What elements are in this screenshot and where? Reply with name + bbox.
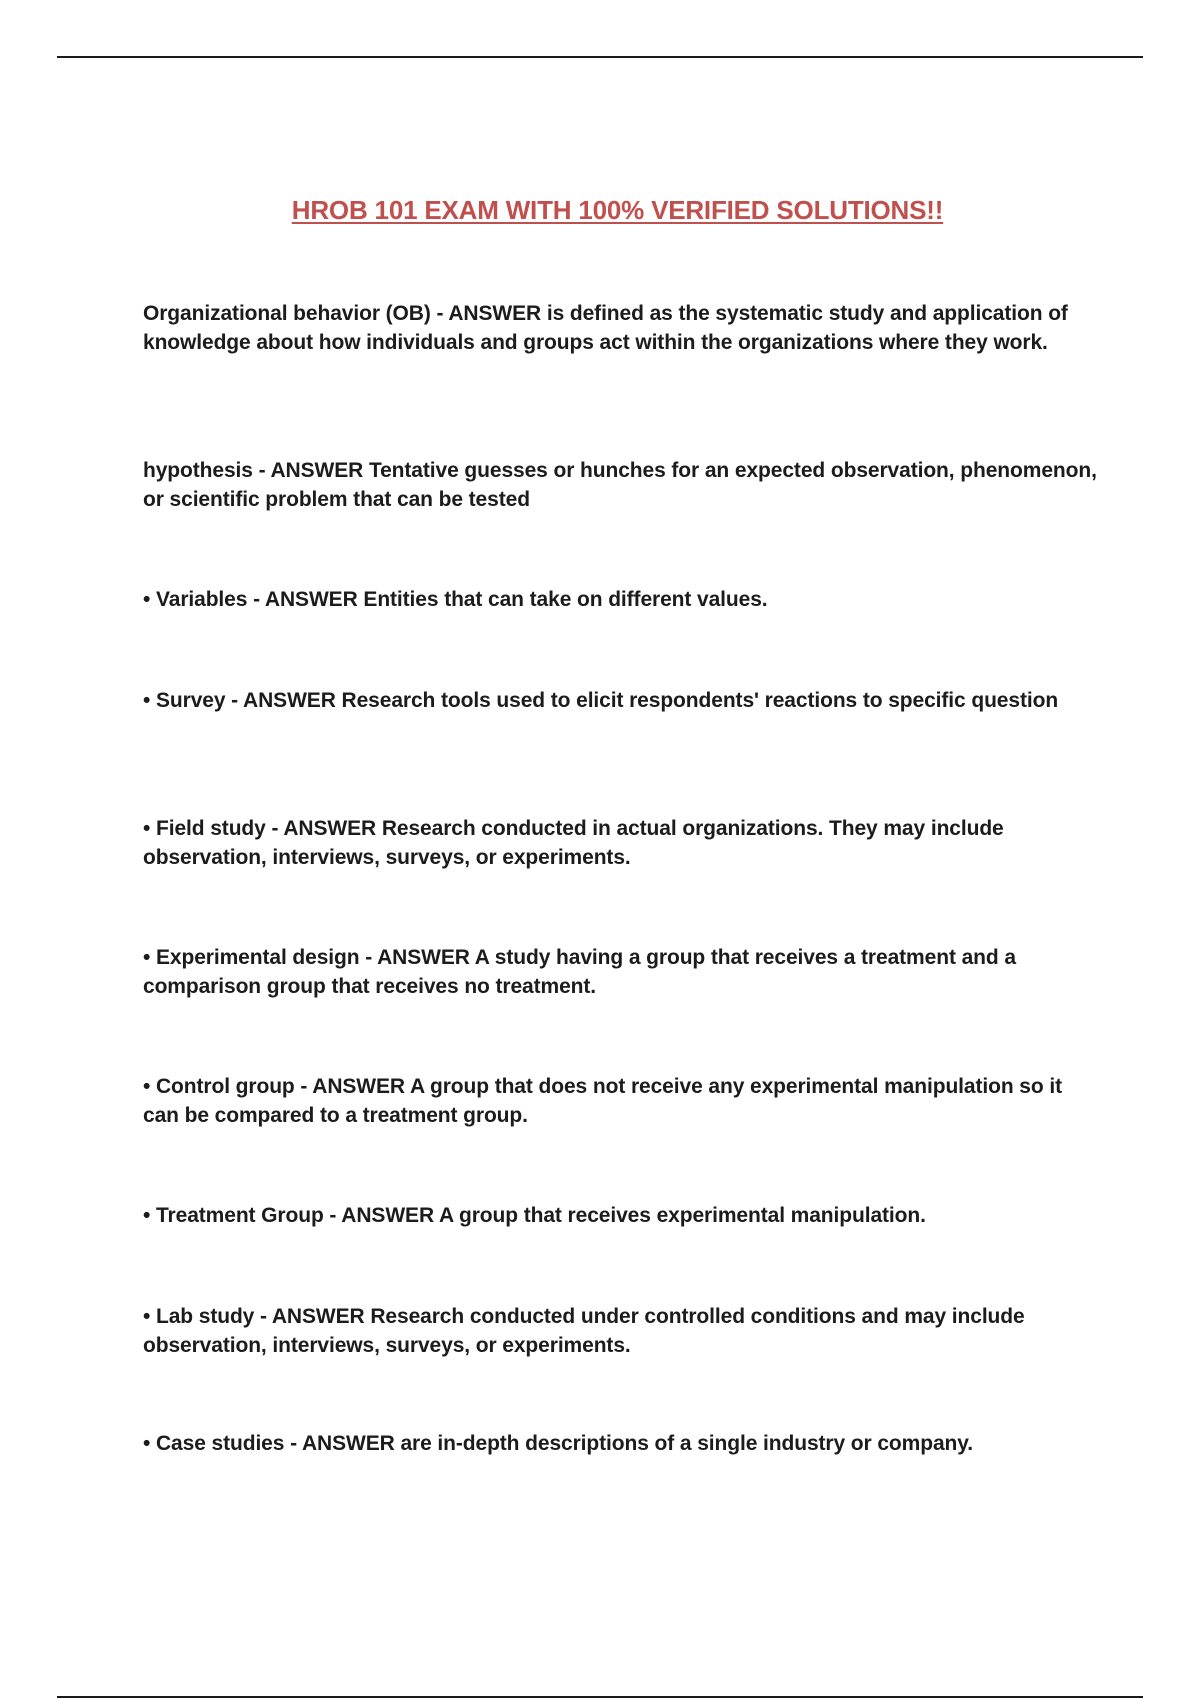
qa-term: • Field study — [143, 817, 266, 840]
qa-answer: Research conducted in actual organizations. They may include observation, interviews, surveys, or experiments. — [143, 817, 1004, 869]
qa-answer: Research tools used to elicit respondents' reactions to specific question — [341, 689, 1059, 712]
qa-item: • Case studies - ANSWER are in-depth descriptions of a single industry or company. — [143, 1432, 974, 1455]
qa-term: hypothesis — [143, 459, 253, 482]
footer-rule — [57, 1696, 1143, 1698]
qa-item: • Field study - ANSWER Research conducted in actual organizations. They may include observation, interviews, surveys, or experiments. — [143, 817, 1004, 869]
answer-keyword: ANSWER — [341, 1204, 435, 1227]
answer-keyword: ANSWER — [271, 1305, 365, 1328]
qa-term: • Experimental design — [143, 946, 360, 969]
qa-item: • Treatment Group - ANSWER A group that receives experimental manipulation. — [143, 1204, 926, 1227]
answer-keyword: ANSWER — [243, 689, 336, 712]
qa-answer: are in-depth descriptions of a single industry or company. — [400, 1432, 974, 1455]
answer-keyword: ANSWER — [301, 1432, 395, 1455]
qa-item: • Variables - ANSWER Entities that can take on different values. — [143, 588, 768, 611]
qa-term: • Variables — [143, 588, 248, 611]
qa-answer: Tentative guesses or hunches for an expected observation, phenomenon, or scientific problem that can be tested — [143, 459, 1097, 511]
qa-item: • Lab study - ANSWER Research conducted under controlled conditions and may include observation, interviews, surveys, or experiments. — [143, 1305, 1025, 1357]
answer-keyword: ANSWER — [283, 817, 377, 840]
qa-answer: is defined as the systematic study and application of knowledge about how individuals and groups act within the organizations where they work. — [143, 302, 1068, 354]
qa-answer: Research conducted under controlled conditions and may include observation, interviews, surveys, or experiments. — [143, 1305, 1025, 1357]
answer-keyword: ANSWER — [312, 1075, 405, 1098]
answer-keyword: ANSWER — [448, 302, 542, 325]
qa-answer: Entities that can take on different values. — [363, 588, 768, 611]
qa-term: • Case studies — [143, 1432, 285, 1455]
qa-answer: A study having a group that receives a treatment and a comparison group that receives no treatment. — [143, 946, 1016, 998]
answer-keyword: ANSWER — [270, 459, 364, 482]
qa-item: • Survey - ANSWER Research tools used to elicit respondents' reactions to specific question — [143, 689, 1059, 712]
qa-term: Organizational behavior (OB) — [143, 302, 431, 325]
document-title: HROB 101 EXAM WITH 100% VERIFIED SOLUTIONS!! — [291, 195, 944, 225]
qa-term: • Treatment Group — [143, 1204, 324, 1227]
qa-item: • Control group - ANSWER A group that does not receive any experimental manipulation so it can be compared to a treatment group. — [143, 1075, 1062, 1127]
qa-answer: A group that does not receive any experimental manipulation so it can be compared to a treatment group. — [143, 1075, 1062, 1127]
qa-term: • Lab study — [143, 1305, 255, 1328]
answer-keyword: ANSWER — [377, 946, 470, 969]
answer-keyword: ANSWER — [264, 588, 358, 611]
qa-item: hypothesis - ANSWER Tentative guesses or hunches for an expected observation, phenomenon, or scientific problem that can be tested — [143, 459, 1097, 511]
header-rule — [57, 56, 1143, 58]
qa-answer: A group that receives experimental manipulation. — [438, 1204, 926, 1227]
qa-term: • Survey — [143, 689, 226, 712]
qa-term: • Control group — [143, 1075, 295, 1098]
qa-item: Organizational behavior (OB) - ANSWER is defined as the systematic study and application of knowledge about how individuals and groups act within the organizations where they work. — [143, 302, 1068, 354]
qa-item: • Experimental design - ANSWER A study having a group that receives a treatment and a comparison group that receives no treatment. — [143, 946, 1016, 998]
